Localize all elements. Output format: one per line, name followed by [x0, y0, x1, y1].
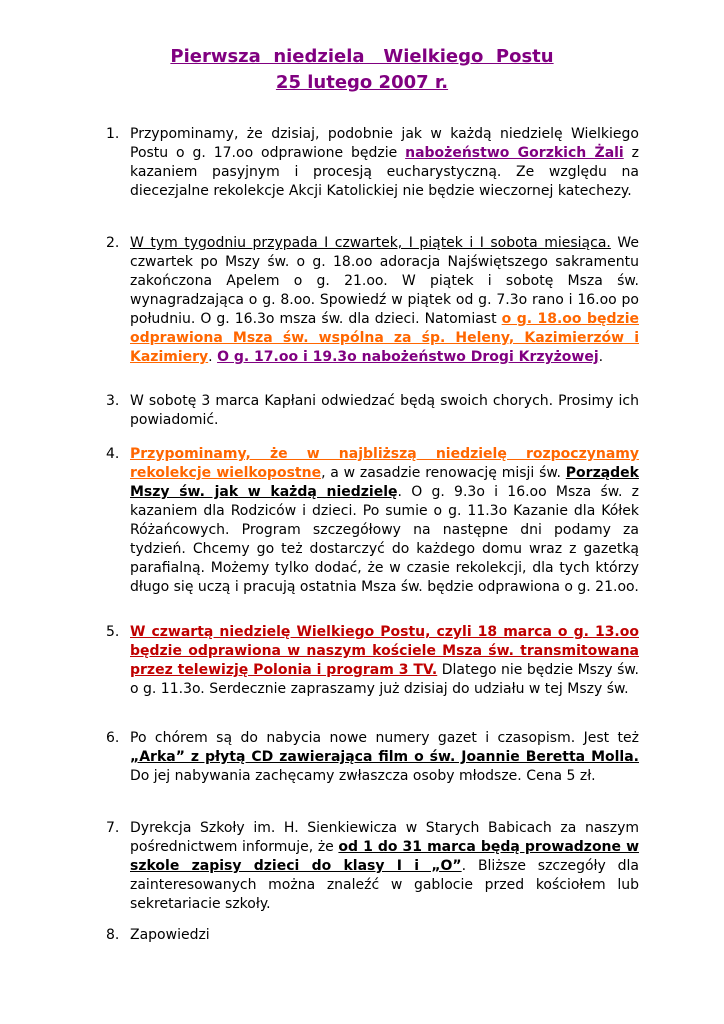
- item-text: [130, 623, 639, 699]
- item-text: [130, 125, 639, 201]
- item-text: [130, 819, 639, 914]
- item-number: 8.: [106, 927, 120, 943]
- text-span: z kazaniem pasyjnym i procesją eucharystyczną. Ze względu na diecezjalne rekolekcje Akcji Katolickiej nie będzie wieczornej katechezy.: [130, 145, 639, 199]
- emphasis-span: W czwartą niedzielę Wielkiego Postu, czyli 18 marca o g. 13.oo będzie odprawiona w naszym kościele Msza św. transmitowana przez telewizję Polonia i program 3 TV.: [130, 624, 639, 678]
- item-text: [130, 926, 639, 945]
- text-span: We czwartek po Mszy św. o g. 18.oo adoracja Najświętszego sakramentu zakończona Apelem o g. 21.oo. W piątek i sobotę Msza św. wynagradzająca o g. 8.oo. Spowiedź w piątek od g. 7.3o rano i 16.oo po południu. O g. 16.3o msza św. dla dzieci. Natomiast: [130, 235, 639, 327]
- item-text: [130, 392, 639, 430]
- item-number: 4.: [106, 446, 120, 462]
- text-span: . Bliższe szczegóły dla zainteresowanych można znaleźć w gablocie przed kościołem lub sekretariacie szkoły.: [130, 858, 639, 912]
- item-text: [130, 234, 639, 367]
- emphasis-span: nabożeństwo Gorzkich Żali: [405, 145, 624, 161]
- text-span: Przypominamy, że dzisiaj, podobnie jak w każdą niedzielę Wielkiego Postu o g. 17.oo odprawione będzie: [130, 126, 639, 161]
- item-number: 5.: [106, 624, 120, 640]
- text-span: .: [598, 349, 604, 365]
- text-span: . O g. 9.3o i 16.oo Msza św. z kazaniem dla Rodziców i dzieci. Po sumie o g. 11.3o Kazanie dla Kółek Różańcowych. Program szczegółowy na następne dni podamy za tydzień. Chcemy go też dostarczyć do każdego domu wraz z gazetką parafialną. Możemy tylko dodać, że w czasie rekolekcji, dla tych którzy długo się uczą i pracują ostatnia Msza św. będzie odprawiona o g. 21.oo.: [130, 484, 639, 595]
- text-span: W sobotę 3 marca Kapłani odwiedzać będą swoich chorych. Prosimy ich powiadomić.: [130, 393, 639, 428]
- item-text: [130, 729, 639, 786]
- emphasis-span: O g. 17.oo i 19.3o nabożeństwo Drogi Krzyżowej: [217, 349, 599, 365]
- text-span: Do jej nabywania zachęcamy zwłaszcza osoby młodsze. Cena 5 zł.: [130, 768, 596, 784]
- item-number: 7.: [106, 820, 120, 836]
- emphasis-span: od 1 do 31 marca będą prowadzone w szkole zapisy dzieci do klasy I i „O”: [130, 839, 639, 874]
- emphasis-span: Porządek Mszy św. jak w każdą niedzielę: [130, 465, 639, 500]
- text-span: Dlatego nie będzie Mszy św. o g. 11.3o. Serdecznie zapraszamy już dzisiaj do udziału w tej Mszy św.: [130, 662, 639, 697]
- text-span: , a w zasadzie renowację misji św.: [321, 465, 566, 481]
- text-span: Zapowiedzi: [130, 927, 210, 943]
- item-number: 3.: [106, 393, 120, 409]
- document-title: [0, 44, 724, 96]
- text-span: Po chórem są do nabycia nowe numery gazet i czasopism. Jest też: [130, 730, 639, 746]
- text-span: .: [208, 349, 218, 365]
- item-number: 2.: [106, 235, 120, 251]
- item-number: 6.: [106, 730, 120, 746]
- emphasis-span: „Arka” z płytą CD zawierająca film o św. Joannie Beretta Molla.: [130, 749, 639, 765]
- underlined-span: W tym tygodniu przypada I czwartek, I piątek i I sobota miesiąca.: [130, 235, 611, 251]
- item-number: 1.: [106, 126, 120, 142]
- emphasis-span: o g. 18.oo będzie odprawiona Msza św. wspólna za śp. Heleny, Kazimierzów i Kazimiery: [130, 311, 639, 365]
- emphasis-span: Przypominamy, że w najbliższą niedzielę rozpoczynamy rekolekcje wielkopostne: [130, 446, 639, 481]
- title-line-2: 25 lutego 2007 r.: [275, 72, 449, 93]
- title-line-1: Pierwsza niedziela Wielkiego Postu: [170, 46, 554, 67]
- item-text: [130, 445, 639, 597]
- text-span: Dyrekcja Szkoły im. H. Sienkiewicza w Starych Babicach za naszym pośrednictwem informuje, że: [130, 820, 639, 855]
